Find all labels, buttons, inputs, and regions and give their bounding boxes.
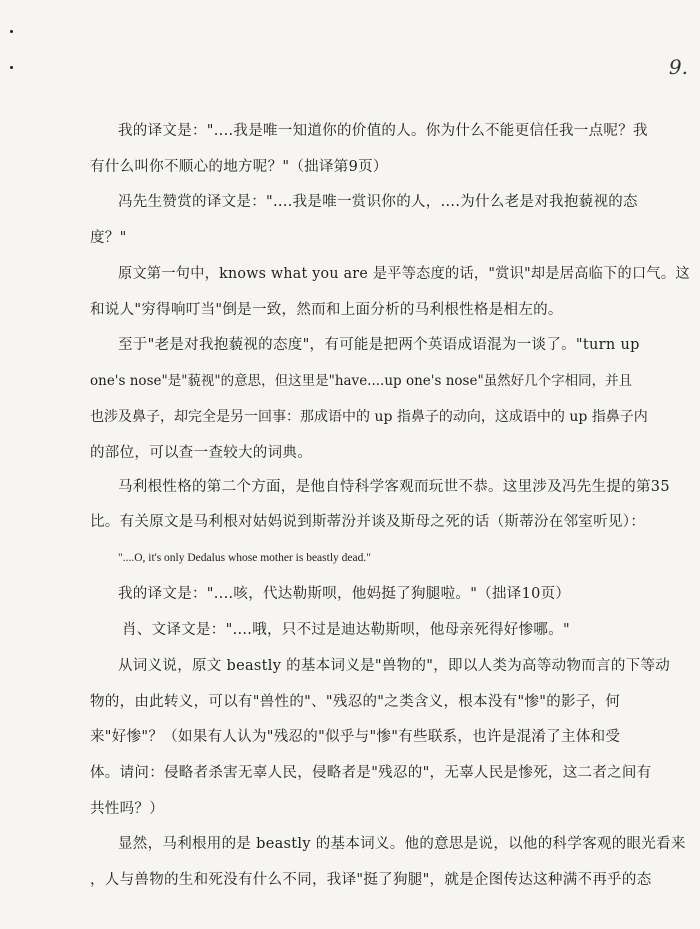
text-line: 比。有关原文是马利根对姑妈说到斯蒂汾并谈及斯母之死的话（斯蒂汾在邻室听见）： [90, 514, 646, 530]
text-line: 体。请问：侵略者杀害无辜人民，侵略者是"残忍的"，无辜人民是惨死，这二者之间有 [90, 765, 652, 781]
text-line: 显然，马利根用的是 beastly 的基本词义。他的意思是说，以他的科学客观的眼光看来 [118, 836, 686, 852]
text-line: 共性吗？） [90, 801, 164, 817]
text-line: 从词义说，原文 beastly 的基本词义是"兽物的"，即以人类为高等动物而言的下等动 [118, 658, 671, 674]
text-line: ，人与兽物的生和死没有什么不同，我译"挺了狗腿"，就是企图传达这种满不再乎的态 [90, 872, 652, 888]
text-line: 原文第一句中，knows what you are 是平等态度的话，"赏识"却是居高临下的口气。这 [118, 266, 690, 282]
punch-mark [10, 66, 13, 69]
quote-line: "....O, it's only Dedalus whose mother is beastly dead." [118, 552, 371, 564]
text-line: 我的译文是："....咳，代达勒斯呗，他妈挺了狗腿啦。"（拙译10页） [118, 586, 571, 602]
punch-mark [10, 30, 13, 33]
text-line: 有什么叫你不顺心的地方呢？"（拙译第9页） [90, 159, 388, 175]
text-line: 物的，由此转义，可以有"兽性的"、"残忍的"之类含义，根本没有"惨"的影子，何 [90, 694, 621, 710]
text-line: 和说人"穷得响叮当"倒是一致，然而和上面分析的马利根性格是相左的。 [90, 302, 563, 318]
page-number: 9. [668, 55, 688, 79]
text-line: 马利根性格的第二个方面，是他自恃科学客观而玩世不恭。这里涉及冯先生提的第35 [118, 479, 670, 495]
text-line: 也涉及鼻子，却完全是另一回事：那成语中的 up 指鼻子的动向，这成语中的 up 指鼻子内 [90, 409, 648, 425]
text-line: 我的译文是："....我是唯一知道你的价值的人。你为什么不能更信任我一点呢？我 [118, 123, 648, 139]
text-line: 至于"老是对我抱藐视的态度"，有可能是把两个英语成语混为一谈了。"turn up [118, 337, 640, 353]
text-line: 来"好惨"？（如果有人认为"残忍的"似乎与"惨"有些联系，也许是混淆了主体和受 [90, 729, 621, 745]
text-line: one's nose"是"藐视"的意思，但这里是"have....up one's nose"虽然好几个字相同，并且 [90, 373, 633, 389]
text-line: 肖、文译文是："....哦，只不过是迪达勒斯呗，他母亲死得好惨哪。" [122, 622, 570, 638]
text-line: 冯先生赞赏的译文是："....我是唯一赏识你的人，....为什么老是对我抱藐视的态 [118, 194, 638, 210]
text-line: 度？" [90, 230, 127, 246]
text-line: 的部位，可以查一查较大的词典。 [90, 445, 312, 461]
